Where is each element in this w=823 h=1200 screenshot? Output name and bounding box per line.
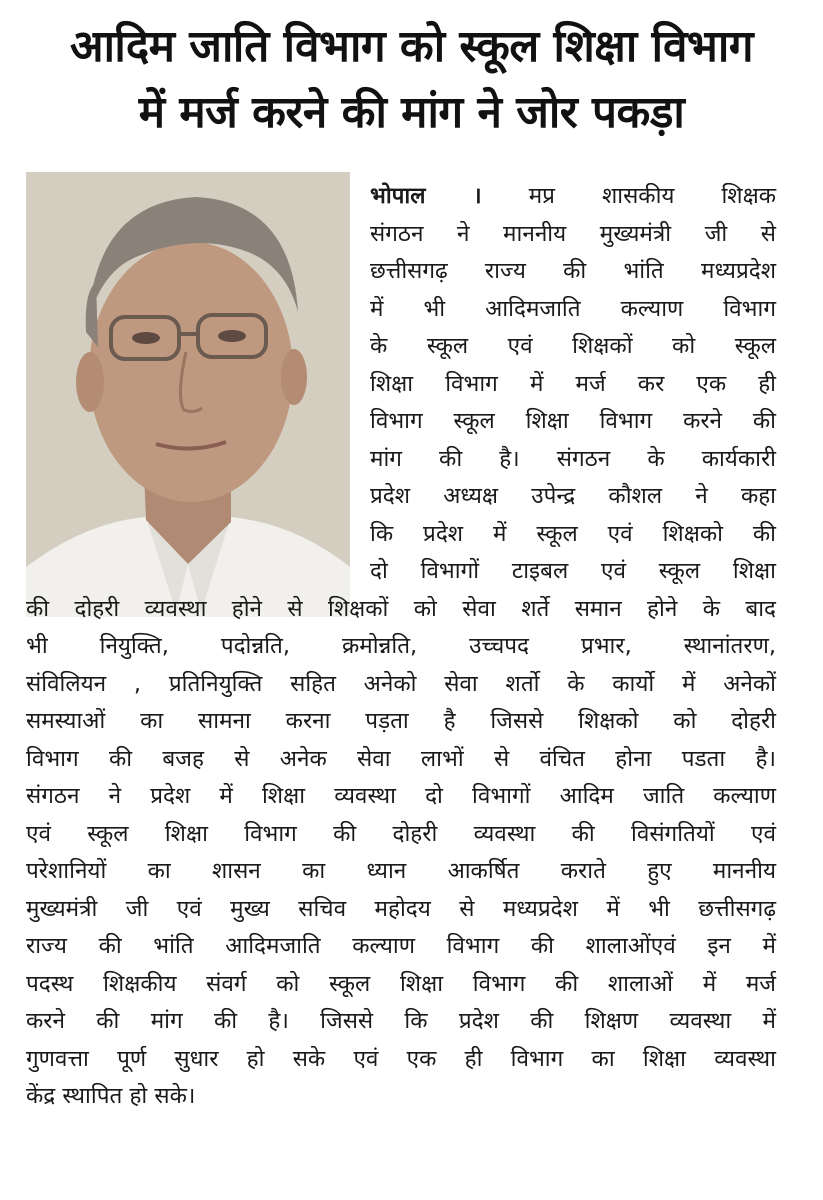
article-line: संविलियन , प्रतिनियुक्ति सहित अनेको सेवा शर्तो के कार्यो में अनेकों bbox=[26, 670, 776, 697]
headline-line-2: में मर्ज करने की मांग ने जोर पकड़ा bbox=[138, 87, 685, 138]
article-line: भी नियुक्ति, पदोन्नति, क्रमोन्नति, उच्चपद प्रभार, स्थानांतरण, bbox=[26, 633, 776, 659]
article-line: दो विभागों टाइबल एवं स्कूल शिक्षा bbox=[370, 558, 776, 584]
article-body bbox=[26, 178, 776, 1116]
article-line: कि प्रदेश में स्कूल एवं शिक्षको की bbox=[370, 520, 776, 547]
article-line: की दोहरी व्यवस्था होने से शिक्षकों को सेवा शर्ते समान होने के बाद bbox=[26, 595, 776, 622]
text-full-width bbox=[26, 591, 776, 1116]
article-line: राज्य की भांति आदिमजाति कल्याण विभाग की शालाओंएवं इन में bbox=[26, 933, 776, 959]
article-line: शिक्षा विभाग में मर्ज कर एक ही bbox=[370, 370, 776, 397]
article-line: के स्कूल एवं शिक्षकों को स्कूल bbox=[370, 333, 776, 359]
article-line: में भी आदिमजाति कल्याण विभाग bbox=[370, 295, 776, 322]
article-line: गुणवत्ता पूर्ण सुधार हो सके एवं एक ही विभाग का शिक्षा व्यवस्था bbox=[26, 1045, 776, 1072]
article-line: विभाग स्कूल शिक्षा विभाग करने की bbox=[370, 408, 776, 434]
dateline: भोपाल । bbox=[370, 183, 482, 209]
article-line: एवं स्कूल शिक्षा विभाग की दोहरी व्यवस्था की विसंगतियों एवं bbox=[26, 820, 776, 847]
article-line: मांग की है। संगठन के कार्यकारी bbox=[370, 445, 776, 472]
article-line bbox=[370, 178, 776, 216]
article-line: पदस्थ शिक्षकीय संवर्ग को स्कूल शिक्षा विभाग की शालाओं में मर्ज bbox=[26, 970, 776, 997]
article-line: समस्याओं का सामना करना पड़ता है जिससे शिक्षको को दोहरी bbox=[26, 708, 776, 734]
headline-line-1: आदिम जाति विभाग को स्कूल शिक्षा विभाग bbox=[69, 21, 754, 72]
article-line: संगठन ने प्रदेश में शिक्षा व्यवस्था दो विभागों आदिम जाति कल्याण bbox=[26, 783, 776, 809]
article-line: मुख्यमंत्री जी एवं मुख्य सचिव महोदय से मध्यप्रदेश में भी छत्तीसगढ़ bbox=[26, 895, 776, 922]
article-line: संगठन ने माननीय मुख्यमंत्री जी से bbox=[370, 220, 776, 247]
text-beside-photo bbox=[26, 178, 776, 591]
article-line: केंद्र स्थापित हो सके। bbox=[26, 1083, 196, 1109]
article-line: विभाग की बजह से अनेक सेवा लाभों से वंचित होना पडता है। bbox=[26, 745, 776, 772]
article-line: परेशानियों का शासन का ध्यान आकर्षित कराते हुए माननीय bbox=[26, 858, 776, 884]
article-line: करने की मांग की है। जिससे कि प्रदेश की शिक्षण व्यवस्था में bbox=[26, 1008, 776, 1034]
headline bbox=[20, 14, 803, 146]
article-line-text: मप्र शासकीय शिक्षक bbox=[528, 183, 776, 209]
article-line: छत्तीसगढ़ राज्य की भांति मध्यप्रदेश bbox=[370, 258, 776, 284]
article-line: प्रदेश अध्यक्ष उपेन्द्र कौशल ने कहा bbox=[370, 483, 776, 509]
